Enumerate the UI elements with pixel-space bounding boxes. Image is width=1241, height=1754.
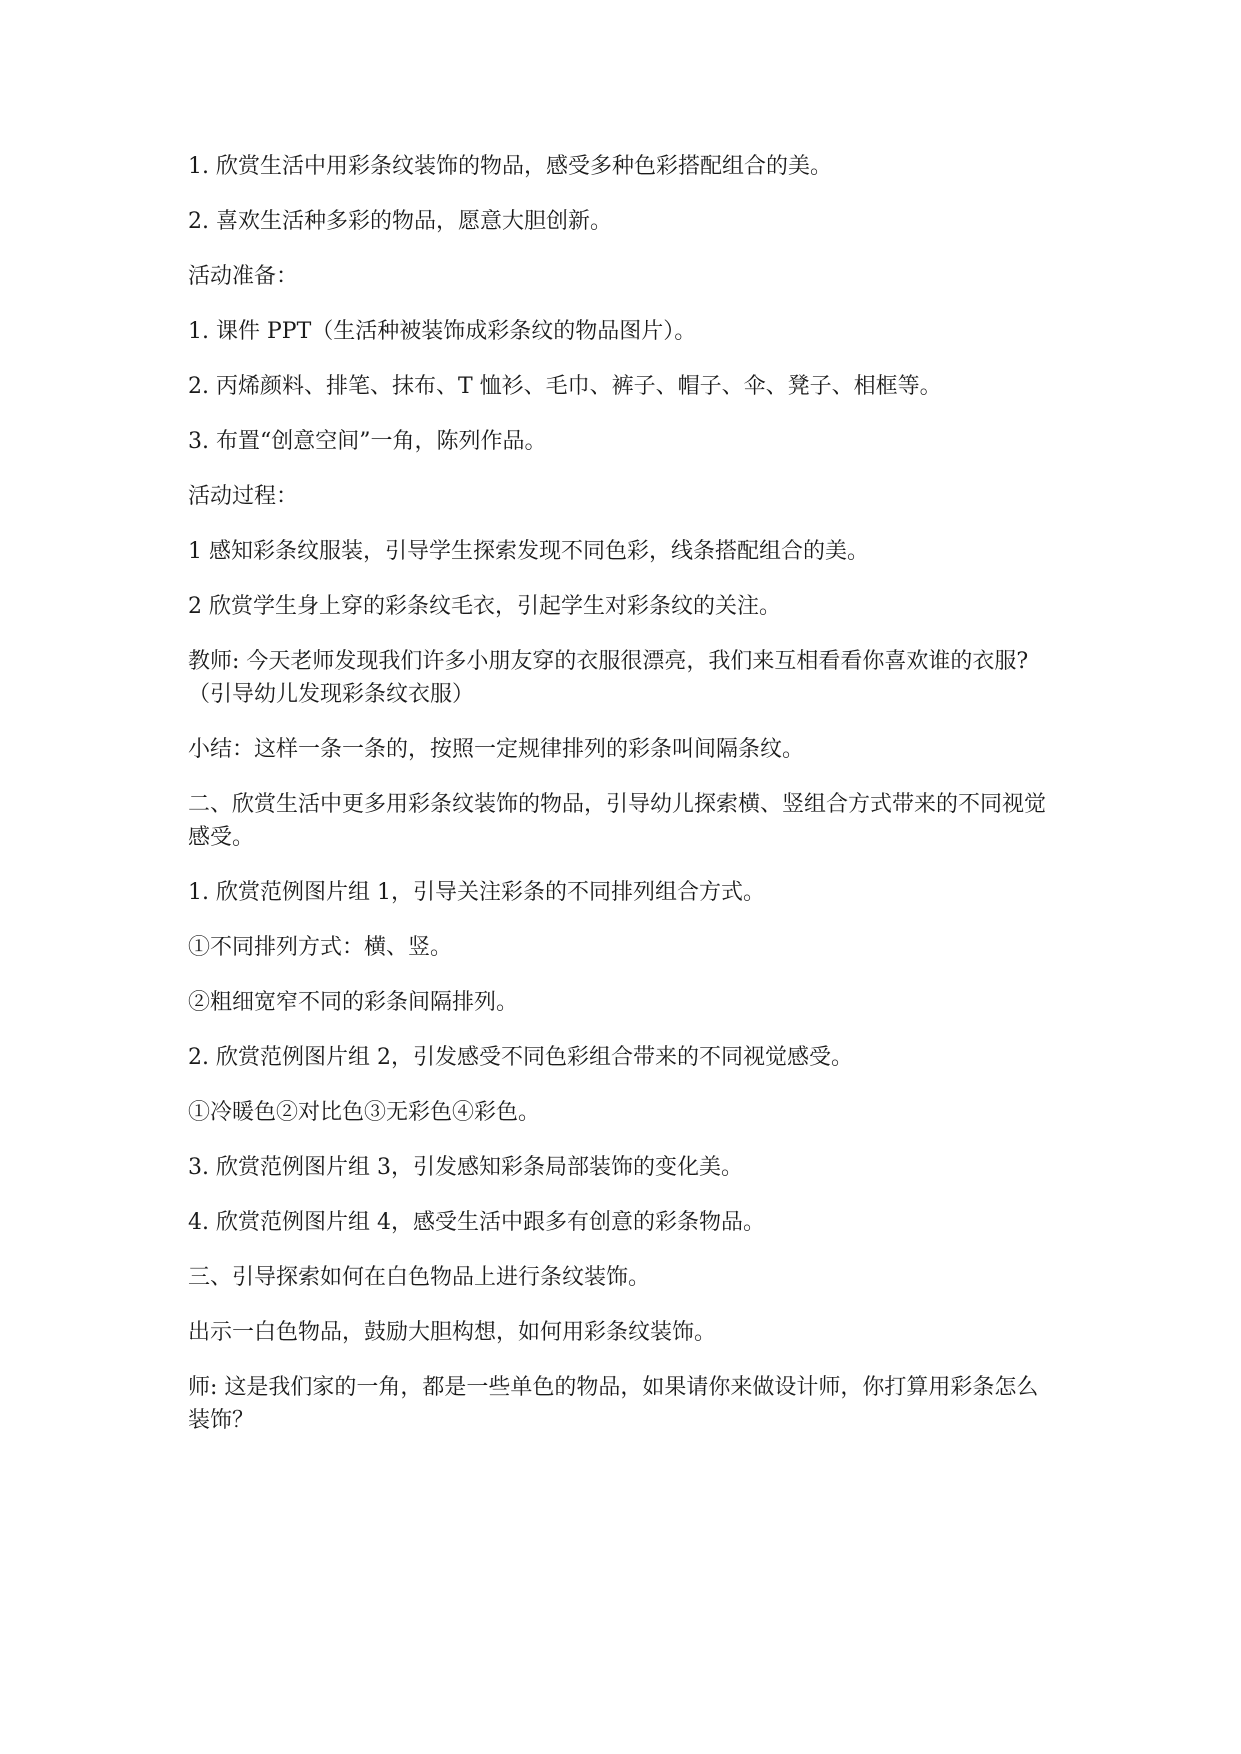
- paragraph-example-3: 3. 欣赏范例图片组 3，引发感知彩条局部装饰的变化美。: [188, 1155, 743, 1180]
- paragraph-example-1a: ①不同排列方式：横、竖。: [188, 935, 453, 960]
- paragraph-prep-2: 2. 丙烯颜料、排笔、抹布、T 恤衫、毛巾、裤子、帽子、伞、凳子、相框等。: [188, 374, 942, 399]
- paragraph-section-3: 三、引导探索如何在白色物品上进行条纹装饰。: [188, 1265, 651, 1290]
- paragraph-show-object: 出示一白色物品，鼓励大胆构想，如何用彩条纹装饰。: [188, 1320, 717, 1345]
- paragraph-prep-3: 3. 布置“创意空间”一角，陈列作品。: [188, 429, 547, 454]
- paragraph-process-2: 2 欣赏学生身上穿的彩条纹毛衣，引起学生对彩条纹的关注。: [188, 594, 781, 619]
- paragraph-goal-1: 1. 欣赏生活中用彩条纹装饰的物品，感受多种色彩搭配组合的美。: [188, 154, 832, 179]
- paragraph-goal-2: 2. 喜欢生活种多彩的物品，愿意大胆创新。: [188, 209, 612, 234]
- paragraph-example-1b: ②粗细宽窄不同的彩条间隔排列。: [188, 990, 519, 1015]
- paragraph-teacher: 教师: 今天老师发现我们许多小朋友穿的衣服很漂亮，我们来互相看看你喜欢谁的衣服?（引导幼儿发现彩条纹衣服）: [188, 649, 1029, 707]
- paragraph-example-2: 2. 欣赏范例图片组 2，引发感受不同色彩组合带来的不同视觉感受。: [188, 1045, 853, 1070]
- paragraph-summary: 小结：这样一条一条的，按照一定规律排列的彩条叫间隔条纹。: [188, 737, 805, 762]
- heading-process: 活动过程：: [188, 484, 299, 509]
- paragraph-section-2: 二、欣赏生活中更多用彩条纹装饰的物品，引导幼儿探索横、竖组合方式带来的不同视觉感受。: [188, 792, 1047, 850]
- paragraph-process-1: 1 感知彩条纹服装，引导学生探索发现不同色彩，线条搭配组合的美。: [188, 539, 869, 564]
- paragraph-designer-question: 师: 这是我们家的一角，都是一些单色的物品，如果请你来做设计师，你打算用彩条怎么装饰？: [188, 1375, 1039, 1433]
- paragraph-example-1: 1. 欣赏范例图片组 1，引导关注彩条的不同排列组合方式。: [188, 880, 765, 905]
- paragraph-prep-1: 1. 课件 PPT（生活种被装饰成彩条纹的物品图片）。: [188, 319, 697, 344]
- paragraph-example-2a: ①冷暖色②对比色③无彩色④彩色。: [188, 1100, 541, 1125]
- document-body: [188, 150, 1056, 1437]
- paragraph-example-4: 4. 欣赏范例图片组 4，感受生活中跟多有创意的彩条物品。: [188, 1210, 765, 1235]
- heading-preparation: 活动准备：: [188, 264, 299, 289]
